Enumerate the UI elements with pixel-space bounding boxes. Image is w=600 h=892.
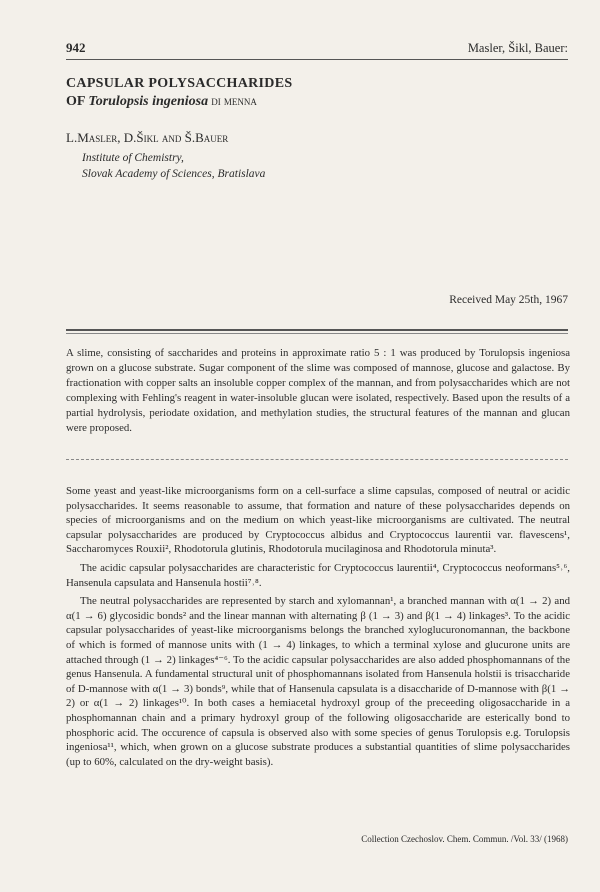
abstract: A slime, consisting of saccharides and proteins in approximate ratio 5 : 1 was produced by Torulopsis ingeniosa grown on a glucose substrate. Sugar component of the slime was composed of mannose, glucose and galactose. By fractionation with copper salts an insoluble copper complex of the mannan, and from polysaccharides which are not complexing with Fehling's reagent in water-insoluble glucan were isolated, respectively. Based upon the results of a partial hydrolysis, periodate oxidation, and methylation studies, the structural features of the mannan and glucan were proposed.: [66, 347, 570, 435]
title-species-author: di menna: [208, 94, 257, 108]
page-number: 942: [66, 40, 86, 55]
received-date: Received May 25th, 1967: [449, 294, 568, 306]
article-title: [66, 76, 566, 110]
journal-citation-footer: Collection Czechoslov. Chem. Commun. /Vol. 33/ (1968): [361, 834, 568, 844]
affiliation-line-2: Slovak Academy of Sciences, Bratislava: [82, 168, 266, 180]
affiliation-line-1: Institute of Chemistry,: [82, 152, 184, 164]
body-paragraph: The acidic capsular polysaccharides are characteristic for Cryptococcus laurentii⁴, Cryptococcus neoformans⁵˒⁶, Hansenula capsulata and Hansenula hostii⁷˒⁸.: [66, 561, 570, 589]
running-authors: Masler, Šikl, Bauer:: [467, 41, 568, 55]
body-paragraph: Some yeast and yeast-like microorganisms form on a cell-surface a slime capsulas, composed of neutral or acidic polysaccharides. It seems reasonable to assume, that formation and nature of these polysaccharides depends on species of microorganisms and on the medium on which yeast-like microorganisms are cultivated. The neutral capsular polysaccharides are produced by Cryptococcus albidus and Cryptococcus laurentii var. flavescens¹, Saccharomyces Rouxii², Rhodotorula glutinis, Rhodotorula mucilaginosa and Rhodotorula minuta³.: [66, 485, 570, 556]
article-body: [66, 484, 570, 773]
title-species: Torulopsis ingeniosa: [88, 94, 209, 109]
divider: [66, 459, 568, 460]
title-line-1: CAPSULAR POLYSACCHARIDES: [66, 76, 293, 91]
author-list: L.Masler, D.Šikl and Š.Bauer: [66, 130, 229, 145]
title-line-2: [66, 94, 566, 110]
running-header: [66, 40, 568, 60]
affiliation: [82, 150, 265, 182]
divider: [66, 329, 568, 331]
body-paragraph: The neutral polysaccharides are represented by starch and xylomannan¹, a branched mannan with α(1 → 2) and α(1 → 6) glycosidic bonds² and the linear mannan with alternating β (1 → 3) and β(1 → 4) linkages³. To the acidic capsular polysaccharides of yeast-like microorganisms belongs the branched xyloglucuronomannan, the backbone of which is formed of mannose units with (1 → 4) linkages, to which a terminal xylose and glucurone units are attached through (1 → 2) linkages⁴⁻⁶. To the acidic capsular polysaccharides are also added phosphomannans of the genus Hansenula. A fundamental structural unit of phosphomannans isolated from Hansenula holstii is trisaccharide of D-mannose with α(1 → 3) bonds⁹, while that of Hansenula capsulata is a disaccharide of D-mannose with β(1 → 2) or α(1 → 2) linkages¹⁰. In both cases a hemiacetal hydroxyl group of the preceeding oligosaccharide in a phosphomannan chain and a primary hydroxyl group of the following oligosaccharide are esterically bond to phosphoric acid. The occurence of capsula is observed also with some species of genus Torulopsis e.g. Torulopsis ingeniosa¹¹, which, when grown on a glucose substrate produces a substantial quantities of slime polysaccharides (up to 60%, calculated on the dry-weight basis).: [66, 595, 570, 768]
title-prefix: OF: [66, 94, 89, 109]
divider: [66, 333, 568, 334]
